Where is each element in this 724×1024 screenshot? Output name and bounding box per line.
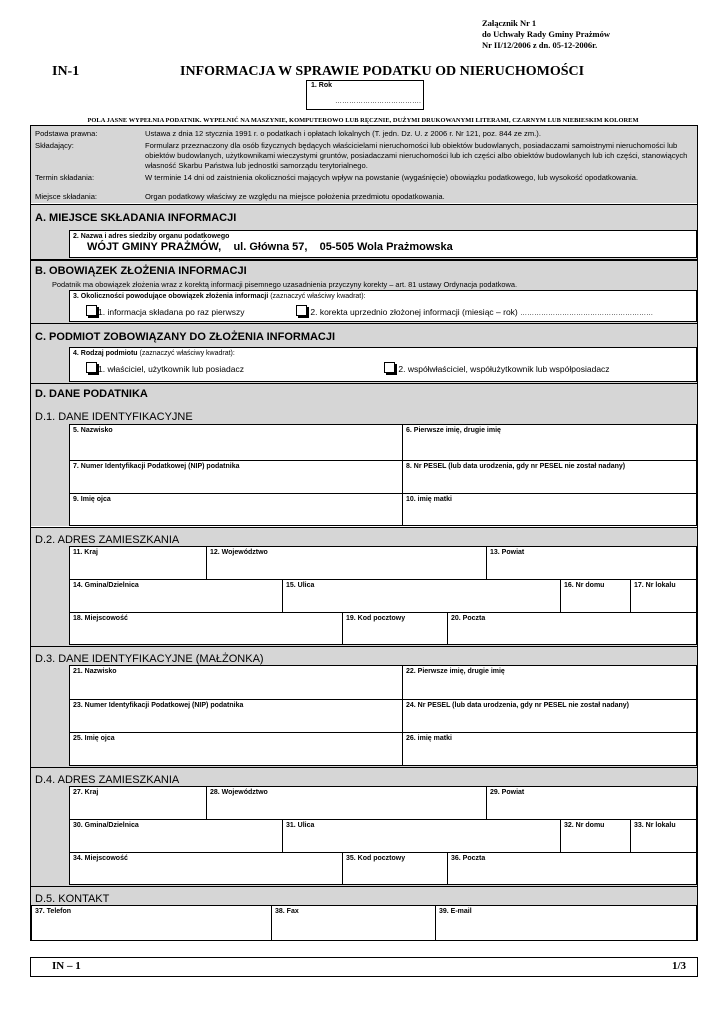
spouse-county-field[interactable] (486, 786, 697, 820)
spouse-voivodeship-label: 28. Województwo (210, 789, 268, 796)
place-label: Miejsce składania: (35, 192, 98, 201)
checkbox-co-owner[interactable] (384, 362, 395, 373)
father-name-label: 9. Imię ojca (73, 496, 111, 503)
section-b-note: Podatnik ma obowiązek złożenia wraz z korektą informacji pisemnego uzasadnienia przyczyny korekty – art. 81 ustawy Ordynacja podatkowa. (52, 280, 518, 289)
apartment-number-field[interactable] (630, 579, 697, 613)
nip-label: 7. Numer Identyfikacji Podatkowej (NIP) podatnika (73, 463, 240, 470)
spouse-first-names-label: 22. Pierwsze imię, drugie imię (406, 668, 505, 675)
county-label: 13. Powiat (490, 549, 525, 556)
spouse-locality-label: 34. Miejscowość (73, 855, 128, 862)
form-title: INFORMACJA W SPRAWIE PODATKU OD NIERUCHOMOŚCI (180, 64, 585, 79)
deadline-label: Termin składania: (35, 173, 95, 182)
section-c-title: C. PODMIOT ZOBOWIĄZANY DO ZŁOŻENIA INFORMACJI (35, 331, 336, 343)
fax-label: 38. Fax (275, 908, 299, 915)
voivodeship-field[interactable] (206, 546, 487, 580)
spouse-street-field[interactable] (282, 819, 561, 853)
post-office-field[interactable] (447, 612, 697, 645)
country-field[interactable] (69, 546, 207, 580)
option-co-owner-label: 2. współwłaściciel, współużytkownik lub współposiadacz (398, 364, 610, 374)
spouse-apartment-number-label: 33. Nr lokalu (634, 822, 676, 829)
option-first-submission-label: 1. informacja składana po raz pierwszy (98, 307, 245, 317)
apartment-number-label: 17. Nr lokalu (634, 582, 676, 589)
voivodeship-label: 12. Województwo (210, 549, 268, 556)
spouse-apartment-number-field[interactable] (630, 819, 697, 853)
spouse-house-number-field[interactable] (560, 819, 631, 853)
spouse-postal-code-field[interactable] (342, 852, 448, 885)
tax-office-field (69, 230, 697, 258)
locality-field[interactable] (69, 612, 343, 645)
submitter-label: Składający: (35, 141, 74, 150)
option-owner[interactable] (86, 362, 244, 374)
attachment-line2: do Uchwały Rady Gminy Prażmów (482, 29, 610, 39)
entity-type-hint: (zaznaczyć właściwy kwadrat): (139, 350, 235, 357)
section-d2-title: D.2. ADRES ZAMIESZKANIA (35, 534, 180, 546)
email-field[interactable] (435, 905, 697, 941)
page-footer (30, 957, 698, 977)
entity-type-label: 4. Rodzaj podmiotu (73, 350, 138, 357)
spouse-surname-label: 21. Nazwisko (73, 668, 117, 675)
year-field-label: 1. Rok (311, 82, 333, 89)
spouse-post-office-label: 36. Poczta (451, 855, 486, 862)
spouse-country-field[interactable] (69, 786, 207, 820)
surname-field[interactable] (69, 424, 403, 461)
spouse-commune-label: 30. Gmina/Dzielnica (73, 822, 139, 829)
spouse-street-label: 31. Ulica (286, 822, 315, 829)
county-field[interactable] (486, 546, 697, 580)
spouse-pesel-field[interactable] (402, 699, 697, 733)
footer-page-number: 1/3 (672, 960, 687, 972)
spouse-mother-name-field[interactable] (402, 732, 697, 766)
commune-label: 14. Gmina/Dzielnica (73, 582, 139, 589)
section-d4-title: D.4. ADRES ZAMIESZKANIA (35, 774, 180, 786)
option-correction-label: 2. korekta uprzednio złożonej informacji (miesiąc – rok) (310, 307, 518, 317)
spouse-father-name-label: 25. Imię ojca (73, 735, 115, 742)
year-field[interactable] (306, 80, 424, 110)
country-label: 11. Kraj (73, 549, 98, 556)
section-d3-title: D.3. DANE IDENTYFIKACYJNE (MAŁŻONKA) (35, 653, 264, 665)
option-co-owner[interactable] (384, 362, 610, 374)
checkbox-correction[interactable] (296, 305, 307, 316)
spouse-father-name-field[interactable] (69, 732, 403, 766)
nip-field[interactable] (69, 460, 403, 494)
fill-instruction: POLA JASNE WYPEŁNIA PODATNIK. WYPEŁNIĆ NA MASZYNIE, KOMPUTEROWO LUB RĘCZNIE, DUŻYMI DRUKOWANYMI LITERAMI, CZARNYM LUB NIEBIESKIM KOLOREM (87, 117, 639, 124)
footer-form-code: IN – 1 (52, 960, 81, 972)
place-text: Organ podatkowy właściwy ze względu na miejsce położenia przedmiotu opodatkowania. (145, 192, 445, 201)
spouse-nip-field[interactable] (69, 699, 403, 733)
spouse-postal-code-label: 35. Kod pocztowy (346, 855, 406, 862)
tax-office-label: 2. Nazwa i adres siedziby organu podatkowego (73, 233, 230, 240)
spouse-county-label: 29. Powiat (490, 789, 525, 796)
correction-date-blank[interactable]: ………………………………………………… (520, 310, 654, 317)
street-field[interactable] (282, 579, 561, 613)
father-name-field[interactable] (69, 493, 403, 526)
spouse-first-names-field[interactable] (402, 665, 697, 700)
spouse-pesel-label: 24. Nr PESEL (lub data urodzenia, gdy nr PESEL nie został nadany) (406, 702, 630, 709)
submitter-text: Formularz przeznaczony dla osób fizycznych będących właścicielami nieruchomości lub obiektów budowlanych, posiadaczami samoistnymi nieruchomości lub obiektów budowlanych, użytkownikami wieczystymi gruntów, posiadaczami nieruchomości lub ich części albo obiektów budowlanych lub ich części, stanowiących własność Skarbu Państwa lub jednostki samorządu terytorialnego. (145, 141, 688, 170)
mother-name-label: 10. imię matki (406, 496, 452, 503)
spouse-post-office-field[interactable] (447, 852, 697, 885)
spouse-commune-field[interactable] (69, 819, 283, 853)
legal-basis-text: Ustawa z dnia 12 stycznia 1991 r. o podatkach i opłatach lokalnych (T. jedn. Dz. U. z 2006 r. Nr 121, poz. 844 ze zm.). (145, 129, 541, 138)
legal-basis-label: Podstawa prawna: (35, 129, 98, 138)
form-code: IN-1 (52, 64, 80, 79)
email-label: 39. E-mail (439, 908, 472, 915)
attachment-line3: Nr II/12/2006 z dn. 05-12-2006r. (482, 40, 598, 50)
section-b-title: B. OBOWIĄZEK ZŁOŻENIA INFORMACJI (35, 265, 247, 277)
spouse-house-number-label: 32. Nr domu (564, 822, 605, 829)
spouse-voivodeship-field[interactable] (206, 786, 487, 820)
spouse-nip-label: 23. Numer Identyfikacji Podatkowej (NIP) podatnika (73, 702, 244, 709)
section-d1-title: D.1. DANE IDENTYFIKACYJNE (35, 411, 193, 423)
phone-field[interactable] (31, 905, 272, 941)
obligation-label: 3. Okoliczności powodujące obowiązek złożenia informacji (73, 293, 269, 300)
fax-field[interactable] (271, 905, 436, 941)
deadline-text: W terminie 14 dni od zaistnienia okoliczności mających wpływ na powstanie (wygaśnięcie) obowiązku podatkowego, lub wysokość opodatkowania. (145, 173, 639, 182)
option-owner-label: 1. właściciel, użytkownik lub posiadacz (98, 364, 244, 374)
obligation-hint: (zaznaczyć właściwy kwadrat): (270, 293, 366, 300)
section-d-title: D. DANE PODATNIKA (35, 388, 148, 400)
attachment-line1: Załącznik Nr 1 (482, 18, 537, 28)
year-field-value[interactable]: ………………………………. (335, 98, 421, 105)
phone-label: 37. Telefon (35, 908, 72, 915)
mother-name-field[interactable] (402, 493, 697, 526)
house-number-field[interactable] (560, 579, 631, 613)
option-first-submission[interactable] (86, 305, 244, 317)
street-label: 15. Ulica (286, 582, 315, 589)
postal-code-field[interactable] (342, 612, 448, 645)
section-d5-title: D.5. KONTAKT (35, 893, 110, 905)
attachment-note (482, 18, 610, 51)
spouse-mother-name-label: 26. imię matki (406, 735, 452, 742)
house-number-label: 16. Nr domu (564, 582, 605, 589)
option-correction[interactable] (296, 305, 653, 317)
spouse-surname-field[interactable] (69, 665, 403, 700)
tax-office-value: WÓJT GMINY PRAŻMÓW, ul. Główna 57, 05-505 Wola Prażmowska (87, 241, 453, 253)
postal-code-label: 19. Kod pocztowy (346, 615, 406, 622)
pesel-field[interactable] (402, 460, 697, 494)
checkbox-owner[interactable] (86, 362, 97, 373)
spouse-country-label: 27. Kraj (73, 789, 99, 796)
checkbox-first-submission[interactable] (86, 305, 97, 316)
commune-field[interactable] (69, 579, 283, 613)
surname-label: 5. Nazwisko (73, 427, 113, 434)
first-names-field[interactable] (402, 424, 697, 461)
section-d5 (31, 886, 697, 907)
first-names-label: 6. Pierwsze imię, drugie imię (406, 427, 501, 434)
post-office-label: 20. Poczta (451, 615, 486, 622)
locality-label: 18. Miejscowość (73, 615, 128, 622)
pesel-label: 8. Nr PESEL (lub data urodzenia, gdy nr PESEL nie został nadany) (406, 463, 626, 470)
section-a-title: A. MIEJSCE SKŁADANIA INFORMACJI (35, 212, 237, 224)
spouse-locality-field[interactable] (69, 852, 343, 885)
